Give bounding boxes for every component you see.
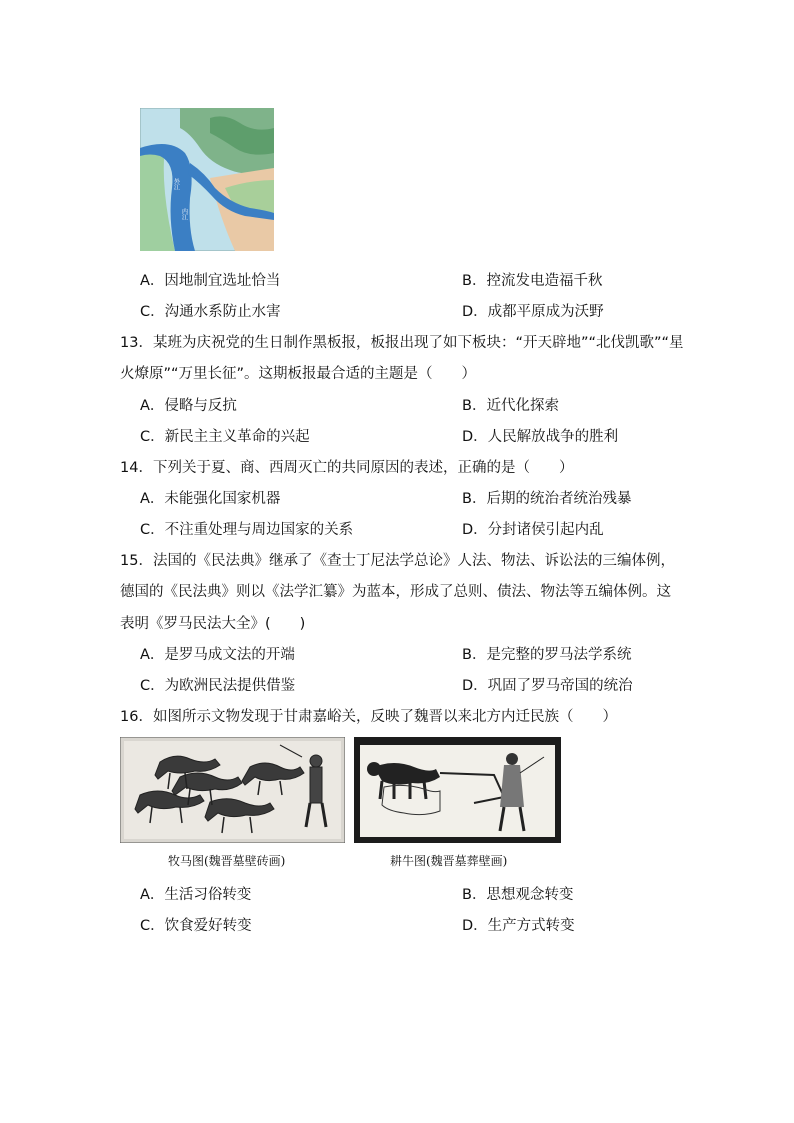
q16-option-b[interactable]: B．思想观念转变 [462,887,574,903]
q12-option-b[interactable]: B．控流发电造福千秋 [462,273,603,289]
q13-option-b[interactable]: B．近代化探索 [462,398,559,414]
q13-stem-line1: 13．某班为庆祝党的生日制作黑板报，板报出现了如下板块：“开天辟地”“北伐凯歌”“星 [120,335,684,351]
dujiangyan-map-image [140,108,274,251]
q16-option-d[interactable]: D．生产方式转变 [462,918,575,934]
q14-option-c[interactable]: C．不注重处理与周边国家的关系 [140,522,354,538]
q16-option-a[interactable]: A．生活习俗转变 [140,887,252,903]
q15-option-b[interactable]: B．是完整的罗马法学系统 [462,647,632,663]
q16-option-c[interactable]: C．饮食爱好转变 [140,918,252,934]
map-label-inner-river: 内江 [180,208,188,220]
q12-option-c[interactable]: C．沟通水系防止水害 [140,304,281,320]
ox-plowing-caption: 耕牛图(魏晋墓葬壁画) [390,854,508,868]
q13-option-c[interactable]: C．新民主主义革命的兴起 [140,429,310,445]
q12-option-d[interactable]: D．成都平原成为沃野 [462,304,604,320]
horse-herding-mural-image [120,737,345,843]
q14-stem-line1: 14．下列关于夏、商、西周灭亡的共同原因的表述，正确的是（ ） [120,460,574,476]
horse-herding-caption: 牧马图(魏晋墓壁砖画) [168,854,286,868]
q16-stem-line1: 16．如图所示文物发现于甘肃嘉峪关，反映了魏晋以来北方内迁民族（ ） [120,709,617,725]
q13-stem-line2: 火燎原”“万里长征”。这期板报最合适的主题是（ ） [120,366,477,382]
q14-option-b[interactable]: B．后期的统治者统治残暴 [462,491,632,507]
q14-option-d[interactable]: D．分封诸侯引起内乱 [462,522,604,538]
q12-option-a[interactable]: A．因地制宜选址恰当 [140,273,281,289]
q15-option-a[interactable]: A．是罗马成文法的开端 [140,647,295,663]
q15-stem-line1: 15．法国的《民法典》继承了《查士丁尼法学总论》人法、物法、诉讼法的三编体例， [120,553,675,569]
q15-stem-line2: 德国的《民法典》则以《法学汇纂》为蓝本，形成了总则、债法、物法等五编体例。这 [120,584,671,600]
q13-option-d[interactable]: D．人民解放战争的胜利 [462,429,619,445]
q14-option-a[interactable]: A．未能强化国家机器 [140,491,281,507]
q15-option-c[interactable]: C．为欧洲民法提供借鉴 [140,678,296,694]
q15-option-d[interactable]: D．巩固了罗马帝国的统治 [462,678,633,694]
ox-plowing-mural-image [354,737,561,843]
map-label-outer-river: 外江 [172,178,180,190]
q15-stem-line3: 表明《罗马民法大全》( ) [120,616,306,632]
q13-option-a[interactable]: A．侵略与反抗 [140,398,237,414]
